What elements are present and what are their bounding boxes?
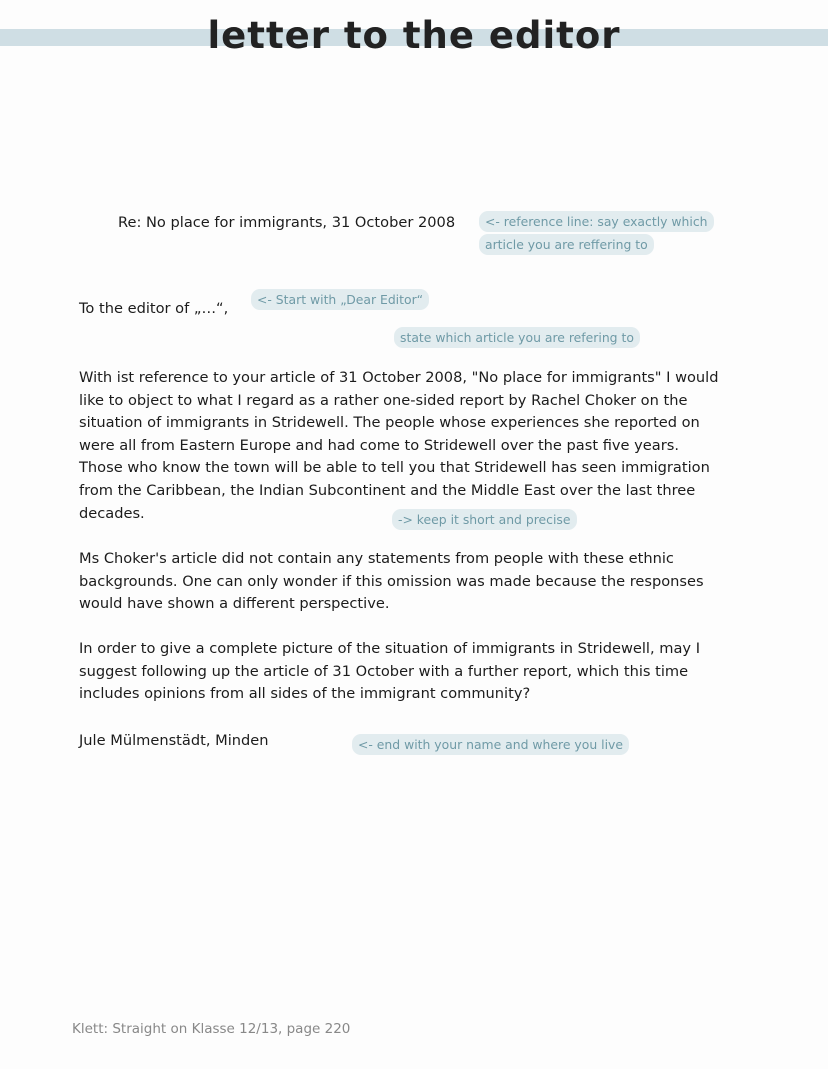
note-state-article: state which article you are refering to (394, 327, 640, 348)
note-start: <- Start with „Dear Editor“ (251, 289, 429, 310)
note-reference-line-2: article you are reffering to (479, 234, 654, 255)
note-end-name: <- end with your name and where you live (352, 734, 629, 755)
paragraph-1: With ist reference to your article of 31 October 2008, "No place for immigrants" I would like to object to what I regard as a rather one-sided report by Rachel Choker on the situation of immigrants in Stridewell. The people whose experiences she reported on were all from Eastern Europe and had come to Stridewell over the past five years. Those who know the town will be able to tell you that Stridewell has seen immigration from the Caribbean, the Indian Subcontinent and the Middle East over the last three decades. (79, 369, 719, 522)
page-title: letter to the editor (207, 14, 621, 57)
note-keep-short: -> keep it short and precise (392, 509, 577, 530)
note-reference-line (479, 211, 714, 257)
note-reference-line-1: <- reference line: say exactly which (479, 211, 714, 232)
signature: Jule Mülmenstädt, Minden (79, 732, 269, 749)
paragraph-3: In order to give a complete picture of the situation of immigrants in Stridewell, may I suggest following up the article of 31 October with a further report, which this time includes opinions from all sides of the immigrant community? (79, 640, 700, 703)
salutation: To the editor of „…“, (79, 300, 229, 317)
paragraph-2: Ms Choker's article did not contain any statements from people with these ethnic backgrounds. One can only wonder if this omission was made because the responses would have shown a different perspective. (79, 550, 704, 613)
reference-line: Re: No place for immigrants, 31 October 2008 (118, 214, 456, 231)
source-footer: Klett: Straight on Klasse 12/13, page 220 (72, 1021, 351, 1037)
